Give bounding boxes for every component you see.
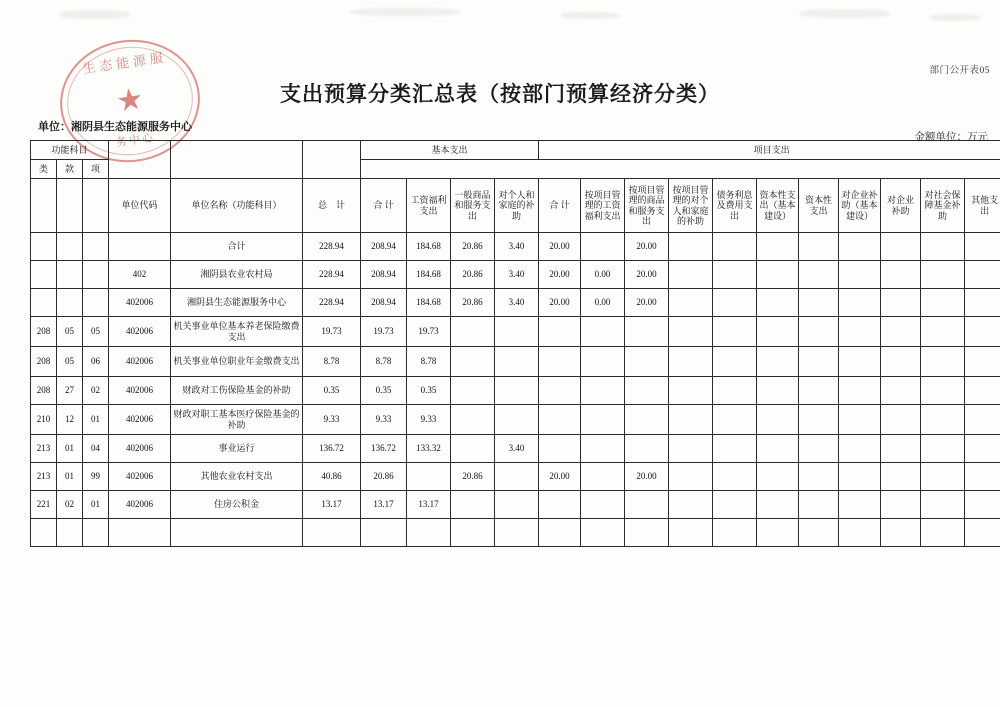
cell-unit-code: 402006 [109, 405, 171, 435]
cell-kuan: 05 [57, 317, 83, 347]
cell-unit-name: 其他农业农村支出 [171, 463, 303, 491]
cell-xiang: 01 [83, 405, 109, 435]
cell-social-security [921, 463, 965, 491]
cell-social-security [921, 377, 965, 405]
header-xiang-spacer [83, 179, 109, 233]
cell-debt-interest [713, 463, 757, 491]
header-project-expenditure: 项目支出 [539, 141, 1000, 160]
cell-capital [799, 519, 839, 547]
header-kuan-spacer [57, 179, 83, 233]
cell-capital [799, 233, 839, 261]
cell-unit-name: 机关事业单位基本养老保险缴费支出 [171, 317, 303, 347]
cell-total: 0.35 [303, 377, 361, 405]
table-row [31, 377, 1000, 405]
cell-project-personal [669, 519, 713, 547]
cell-other [965, 317, 1000, 347]
cell-enterprise [881, 317, 921, 347]
cell-basic-goods: 20.86 [451, 233, 495, 261]
header-unit-code: 单位代码 [109, 179, 171, 233]
cell-project-subtotal: 20.00 [539, 463, 581, 491]
cell-basic-salary: 184.68 [407, 289, 451, 317]
cell-unit-code: 402 [109, 261, 171, 289]
budget-summary-table [30, 140, 1000, 547]
cell-kuan: 27 [57, 377, 83, 405]
table-row [31, 491, 1000, 519]
cell-enterprise-basic [839, 347, 881, 377]
cell-basic-goods [451, 519, 495, 547]
cell-project-personal [669, 289, 713, 317]
seal-star-icon: ★ [114, 82, 146, 119]
table-row [31, 317, 1000, 347]
cell-kuan [57, 261, 83, 289]
cell-basic-salary: 184.68 [407, 261, 451, 289]
cell-capital-basic [757, 377, 799, 405]
cell-project-subtotal [539, 377, 581, 405]
header-lei-spacer [31, 179, 57, 233]
cell-basic-subtotal: 0.35 [361, 377, 407, 405]
cell-project-salary [581, 233, 625, 261]
header-debt-interest: 债务利息及费用支出 [713, 179, 757, 233]
cell-total: 13.17 [303, 491, 361, 519]
cell-project-personal [669, 233, 713, 261]
cell-other [965, 405, 1000, 435]
cell-debt-interest [713, 261, 757, 289]
cell-kuan [57, 519, 83, 547]
cell-basic-personal: 3.40 [495, 261, 539, 289]
cell-social-security [921, 519, 965, 547]
cell-unit-name: 住房公积金 [171, 491, 303, 519]
cell-enterprise [881, 519, 921, 547]
header-xiang: 项 [83, 160, 109, 179]
cell-basic-subtotal: 8.78 [361, 347, 407, 377]
cell-xiang: 06 [83, 347, 109, 377]
cell-basic-subtotal: 9.33 [361, 405, 407, 435]
cell-project-subtotal [539, 405, 581, 435]
cell-unit-code: 402006 [109, 377, 171, 405]
cell-xiang [83, 519, 109, 547]
table-row [31, 289, 1000, 317]
cell-basic-subtotal: 13.17 [361, 491, 407, 519]
cell-capital [799, 317, 839, 347]
scan-artifact [800, 9, 890, 18]
cell-basic-personal [495, 463, 539, 491]
table-body [31, 233, 1000, 547]
cell-basic-salary: 19.73 [407, 317, 451, 347]
cell-basic-subtotal: 20.86 [361, 463, 407, 491]
cell-project-personal [669, 405, 713, 435]
cell-enterprise [881, 289, 921, 317]
cell-project-subtotal [539, 435, 581, 463]
cell-kuan: 02 [57, 491, 83, 519]
header-enterprise-basic: 对企业补助（基本建设） [839, 179, 881, 233]
cell-basic-salary [407, 463, 451, 491]
cell-social-security [921, 405, 965, 435]
cell-capital-basic [757, 289, 799, 317]
cell-project-salary: 0.00 [581, 261, 625, 289]
cell-basic-subtotal: 208.94 [361, 233, 407, 261]
amount-unit-label: 金额单位：万元 [914, 132, 988, 143]
cell-kuan: 12 [57, 405, 83, 435]
table-row [31, 347, 1000, 377]
cell-project-goods [625, 435, 669, 463]
header-project-personal: 按项目管理的对个人和家庭的补助 [669, 179, 713, 233]
cell-lei [31, 289, 57, 317]
header-basic-salary-welfare: 工资福利支出 [407, 179, 451, 233]
cell-project-salary [581, 463, 625, 491]
cell-project-personal [669, 377, 713, 405]
cell-enterprise-basic [839, 519, 881, 547]
seal-top-text: 生态能源服 [81, 49, 168, 77]
header-basic-expenditure: 基本支出 [361, 141, 539, 160]
cell-capital-basic [757, 261, 799, 289]
cell-xiang: 02 [83, 377, 109, 405]
cell-enterprise [881, 491, 921, 519]
table-header-row-1 [31, 141, 1000, 160]
header-kuan: 款 [57, 160, 83, 179]
cell-project-subtotal [539, 519, 581, 547]
cell-kuan: 01 [57, 463, 83, 491]
cell-debt-interest [713, 347, 757, 377]
header-total-group [303, 141, 361, 179]
header-project-subtotal: 合 计 [539, 179, 581, 233]
cell-enterprise-basic [839, 463, 881, 491]
cell-basic-goods: 20.86 [451, 289, 495, 317]
cell-enterprise-basic [839, 317, 881, 347]
cell-basic-personal [495, 317, 539, 347]
cell-unit-name [171, 519, 303, 547]
cell-other [965, 519, 1000, 547]
cell-kuan: 01 [57, 435, 83, 463]
scan-artifact [560, 12, 620, 19]
document-code: 部门公开表05 [929, 66, 990, 76]
cell-kuan [57, 289, 83, 317]
cell-lei: 210 [31, 405, 57, 435]
header-unit-code-group [109, 141, 171, 179]
cell-total: 136.72 [303, 435, 361, 463]
cell-unit-code: 402006 [109, 289, 171, 317]
cell-enterprise-basic [839, 289, 881, 317]
cell-social-security [921, 261, 965, 289]
cell-total: 228.94 [303, 261, 361, 289]
header-function-subject: 功能科目 [31, 141, 109, 160]
cell-project-subtotal [539, 491, 581, 519]
cell-project-personal [669, 491, 713, 519]
cell-project-subtotal [539, 317, 581, 347]
header-basic-goods-services: 一般商品和服务支出 [451, 179, 495, 233]
cell-project-salary [581, 519, 625, 547]
header-capital: 资本性支出 [799, 179, 839, 233]
cell-unit-name: 财政对工伤保险基金的补助 [171, 377, 303, 405]
cell-debt-interest [713, 233, 757, 261]
header-project-goods: 按项目管理的商品和服务支出 [625, 179, 669, 233]
cell-project-salary [581, 317, 625, 347]
cell-basic-goods [451, 435, 495, 463]
cell-social-security [921, 317, 965, 347]
cell-capital-basic [757, 491, 799, 519]
scan-artifact [60, 10, 130, 19]
cell-other [965, 233, 1000, 261]
cell-other [965, 491, 1000, 519]
table-row [31, 261, 1000, 289]
cell-basic-salary: 9.33 [407, 405, 451, 435]
cell-unit-code: 402006 [109, 491, 171, 519]
cell-unit-code [109, 233, 171, 261]
scan-artifact [930, 14, 980, 21]
cell-project-salary [581, 347, 625, 377]
cell-unit-code: 402006 [109, 347, 171, 377]
cell-capital-basic [757, 405, 799, 435]
cell-total: 228.94 [303, 233, 361, 261]
cell-capital [799, 347, 839, 377]
cell-lei: 208 [31, 377, 57, 405]
cell-enterprise-basic [839, 261, 881, 289]
cell-capital [799, 435, 839, 463]
cell-capital-basic [757, 519, 799, 547]
cell-unit-name: 机关事业单位职业年金缴费支出 [171, 347, 303, 377]
cell-other [965, 435, 1000, 463]
cell-project-salary [581, 435, 625, 463]
cell-enterprise [881, 435, 921, 463]
cell-lei [31, 233, 57, 261]
cell-kuan: 05 [57, 347, 83, 377]
cell-total: 19.73 [303, 317, 361, 347]
cell-project-subtotal: 20.00 [539, 233, 581, 261]
cell-unit-name: 湘阴县生态能源服务中心 [171, 289, 303, 317]
cell-project-goods: 20.00 [625, 261, 669, 289]
cell-other [965, 289, 1000, 317]
cell-basic-personal [495, 491, 539, 519]
cell-project-subtotal: 20.00 [539, 289, 581, 317]
cell-lei [31, 261, 57, 289]
cell-unit-name: 合计 [171, 233, 303, 261]
cell-project-personal [669, 317, 713, 347]
cell-project-goods: 20.00 [625, 463, 669, 491]
cell-xiang: 99 [83, 463, 109, 491]
cell-basic-goods: 20.86 [451, 463, 495, 491]
cell-project-salary [581, 491, 625, 519]
cell-basic-subtotal [361, 519, 407, 547]
cell-basic-salary: 0.35 [407, 377, 451, 405]
cell-basic-personal [495, 519, 539, 547]
cell-xiang [83, 233, 109, 261]
cell-capital [799, 463, 839, 491]
cell-social-security [921, 347, 965, 377]
cell-project-subtotal [539, 347, 581, 377]
cell-project-goods [625, 519, 669, 547]
cell-capital [799, 289, 839, 317]
cell-enterprise-basic [839, 435, 881, 463]
cell-debt-interest [713, 491, 757, 519]
table-row [31, 463, 1000, 491]
cell-social-security [921, 435, 965, 463]
cell-project-personal [669, 435, 713, 463]
cell-project-personal [669, 463, 713, 491]
cell-enterprise-basic [839, 233, 881, 261]
header-unit-name: 单位名称（功能科目） [171, 179, 303, 233]
cell-capital-basic [757, 463, 799, 491]
cell-debt-interest [713, 519, 757, 547]
cell-project-goods [625, 347, 669, 377]
cell-basic-personal [495, 347, 539, 377]
table-header-row-3 [31, 179, 1000, 233]
cell-basic-personal: 3.40 [495, 233, 539, 261]
cell-unit-name: 湘阴县农业农村局 [171, 261, 303, 289]
cell-capital-basic [757, 317, 799, 347]
cell-basic-goods [451, 317, 495, 347]
unit-label: 单位：湘阴县生态能源服务中心 [38, 121, 192, 133]
cell-project-salary [581, 405, 625, 435]
cell-enterprise-basic [839, 491, 881, 519]
cell-project-goods [625, 317, 669, 347]
cell-project-goods [625, 491, 669, 519]
cell-total: 8.78 [303, 347, 361, 377]
cell-basic-subtotal: 136.72 [361, 435, 407, 463]
cell-total: 228.94 [303, 289, 361, 317]
cell-enterprise-basic [839, 377, 881, 405]
cell-enterprise [881, 463, 921, 491]
cell-lei: 213 [31, 463, 57, 491]
cell-basic-goods [451, 405, 495, 435]
cell-other [965, 347, 1000, 377]
cell-social-security [921, 233, 965, 261]
cell-xiang [83, 289, 109, 317]
cell-project-salary [581, 377, 625, 405]
scan-artifact [350, 8, 460, 16]
cell-basic-personal: 3.40 [495, 289, 539, 317]
cell-basic-subtotal: 208.94 [361, 289, 407, 317]
cell-xiang: 01 [83, 491, 109, 519]
cell-basic-salary: 184.68 [407, 233, 451, 261]
table-row [31, 435, 1000, 463]
header-unit-name-group [171, 141, 303, 179]
table-row [31, 519, 1000, 547]
cell-basic-personal [495, 377, 539, 405]
cell-other [965, 463, 1000, 491]
cell-basic-personal: 3.40 [495, 435, 539, 463]
cell-unit-code: 402006 [109, 317, 171, 347]
header-basic-subtotal: 合 计 [361, 179, 407, 233]
cell-unit-name: 事业运行 [171, 435, 303, 463]
cell-social-security [921, 491, 965, 519]
cell-total: 40.86 [303, 463, 361, 491]
cell-capital-basic [757, 347, 799, 377]
cell-enterprise-basic [839, 405, 881, 435]
cell-other [965, 377, 1000, 405]
cell-enterprise [881, 347, 921, 377]
header-capital-basic: 资本性支出（基本建设） [757, 179, 799, 233]
cell-debt-interest [713, 435, 757, 463]
header-enterprise: 对企业补助 [881, 179, 921, 233]
cell-kuan [57, 233, 83, 261]
cell-basic-salary: 8.78 [407, 347, 451, 377]
cell-lei [31, 519, 57, 547]
header-lei: 类 [31, 160, 57, 179]
cell-lei: 208 [31, 317, 57, 347]
header-total: 总 计 [303, 179, 361, 233]
cell-project-personal [669, 261, 713, 289]
header-project-salary: 按项目管理的工资福利支出 [581, 179, 625, 233]
cell-basic-subtotal: 208.94 [361, 261, 407, 289]
cell-debt-interest [713, 405, 757, 435]
cell-basic-salary: 133.32 [407, 435, 451, 463]
cell-capital [799, 261, 839, 289]
cell-basic-salary: 13.17 [407, 491, 451, 519]
cell-project-goods [625, 405, 669, 435]
table-row [31, 233, 1000, 261]
cell-lei: 221 [31, 491, 57, 519]
cell-unit-name: 财政对职工基本医疗保险基金的补助 [171, 405, 303, 435]
cell-other [965, 261, 1000, 289]
cell-basic-goods [451, 347, 495, 377]
cell-capital [799, 491, 839, 519]
cell-project-personal [669, 347, 713, 377]
cell-total [303, 519, 361, 547]
cell-capital [799, 377, 839, 405]
cell-debt-interest [713, 289, 757, 317]
cell-basic-salary [407, 519, 451, 547]
cell-unit-code: 402006 [109, 435, 171, 463]
cell-capital [799, 405, 839, 435]
cell-social-security [921, 289, 965, 317]
cell-xiang: 05 [83, 317, 109, 347]
cell-total: 9.33 [303, 405, 361, 435]
header-social-security: 对社会保障基金补助 [921, 179, 965, 233]
header-basic-personal-family: 对个人和家庭的补助 [495, 179, 539, 233]
cell-project-goods [625, 377, 669, 405]
cell-lei: 213 [31, 435, 57, 463]
cell-unit-code [109, 519, 171, 547]
cell-debt-interest [713, 377, 757, 405]
cell-enterprise [881, 261, 921, 289]
cell-debt-interest [713, 317, 757, 347]
cell-project-goods: 20.00 [625, 233, 669, 261]
page-title: 支出预算分类汇总表（按部门预算经济分类） [280, 82, 720, 106]
table-row [31, 405, 1000, 435]
cell-basic-goods [451, 377, 495, 405]
cell-basic-goods: 20.86 [451, 261, 495, 289]
cell-basic-personal [495, 405, 539, 435]
header-other: 其他支出 [965, 179, 1000, 233]
cell-enterprise [881, 405, 921, 435]
cell-basic-subtotal: 19.73 [361, 317, 407, 347]
cell-xiang: 04 [83, 435, 109, 463]
cell-project-salary: 0.00 [581, 289, 625, 317]
cell-unit-code: 402006 [109, 463, 171, 491]
cell-capital-basic [757, 233, 799, 261]
cell-project-subtotal: 20.00 [539, 261, 581, 289]
cell-lei: 208 [31, 347, 57, 377]
cell-basic-goods [451, 491, 495, 519]
cell-capital-basic [757, 435, 799, 463]
cell-enterprise [881, 377, 921, 405]
cell-project-goods: 20.00 [625, 289, 669, 317]
cell-xiang [83, 261, 109, 289]
cell-enterprise [881, 233, 921, 261]
seal-bottom-text: 务中心 [115, 131, 156, 150]
